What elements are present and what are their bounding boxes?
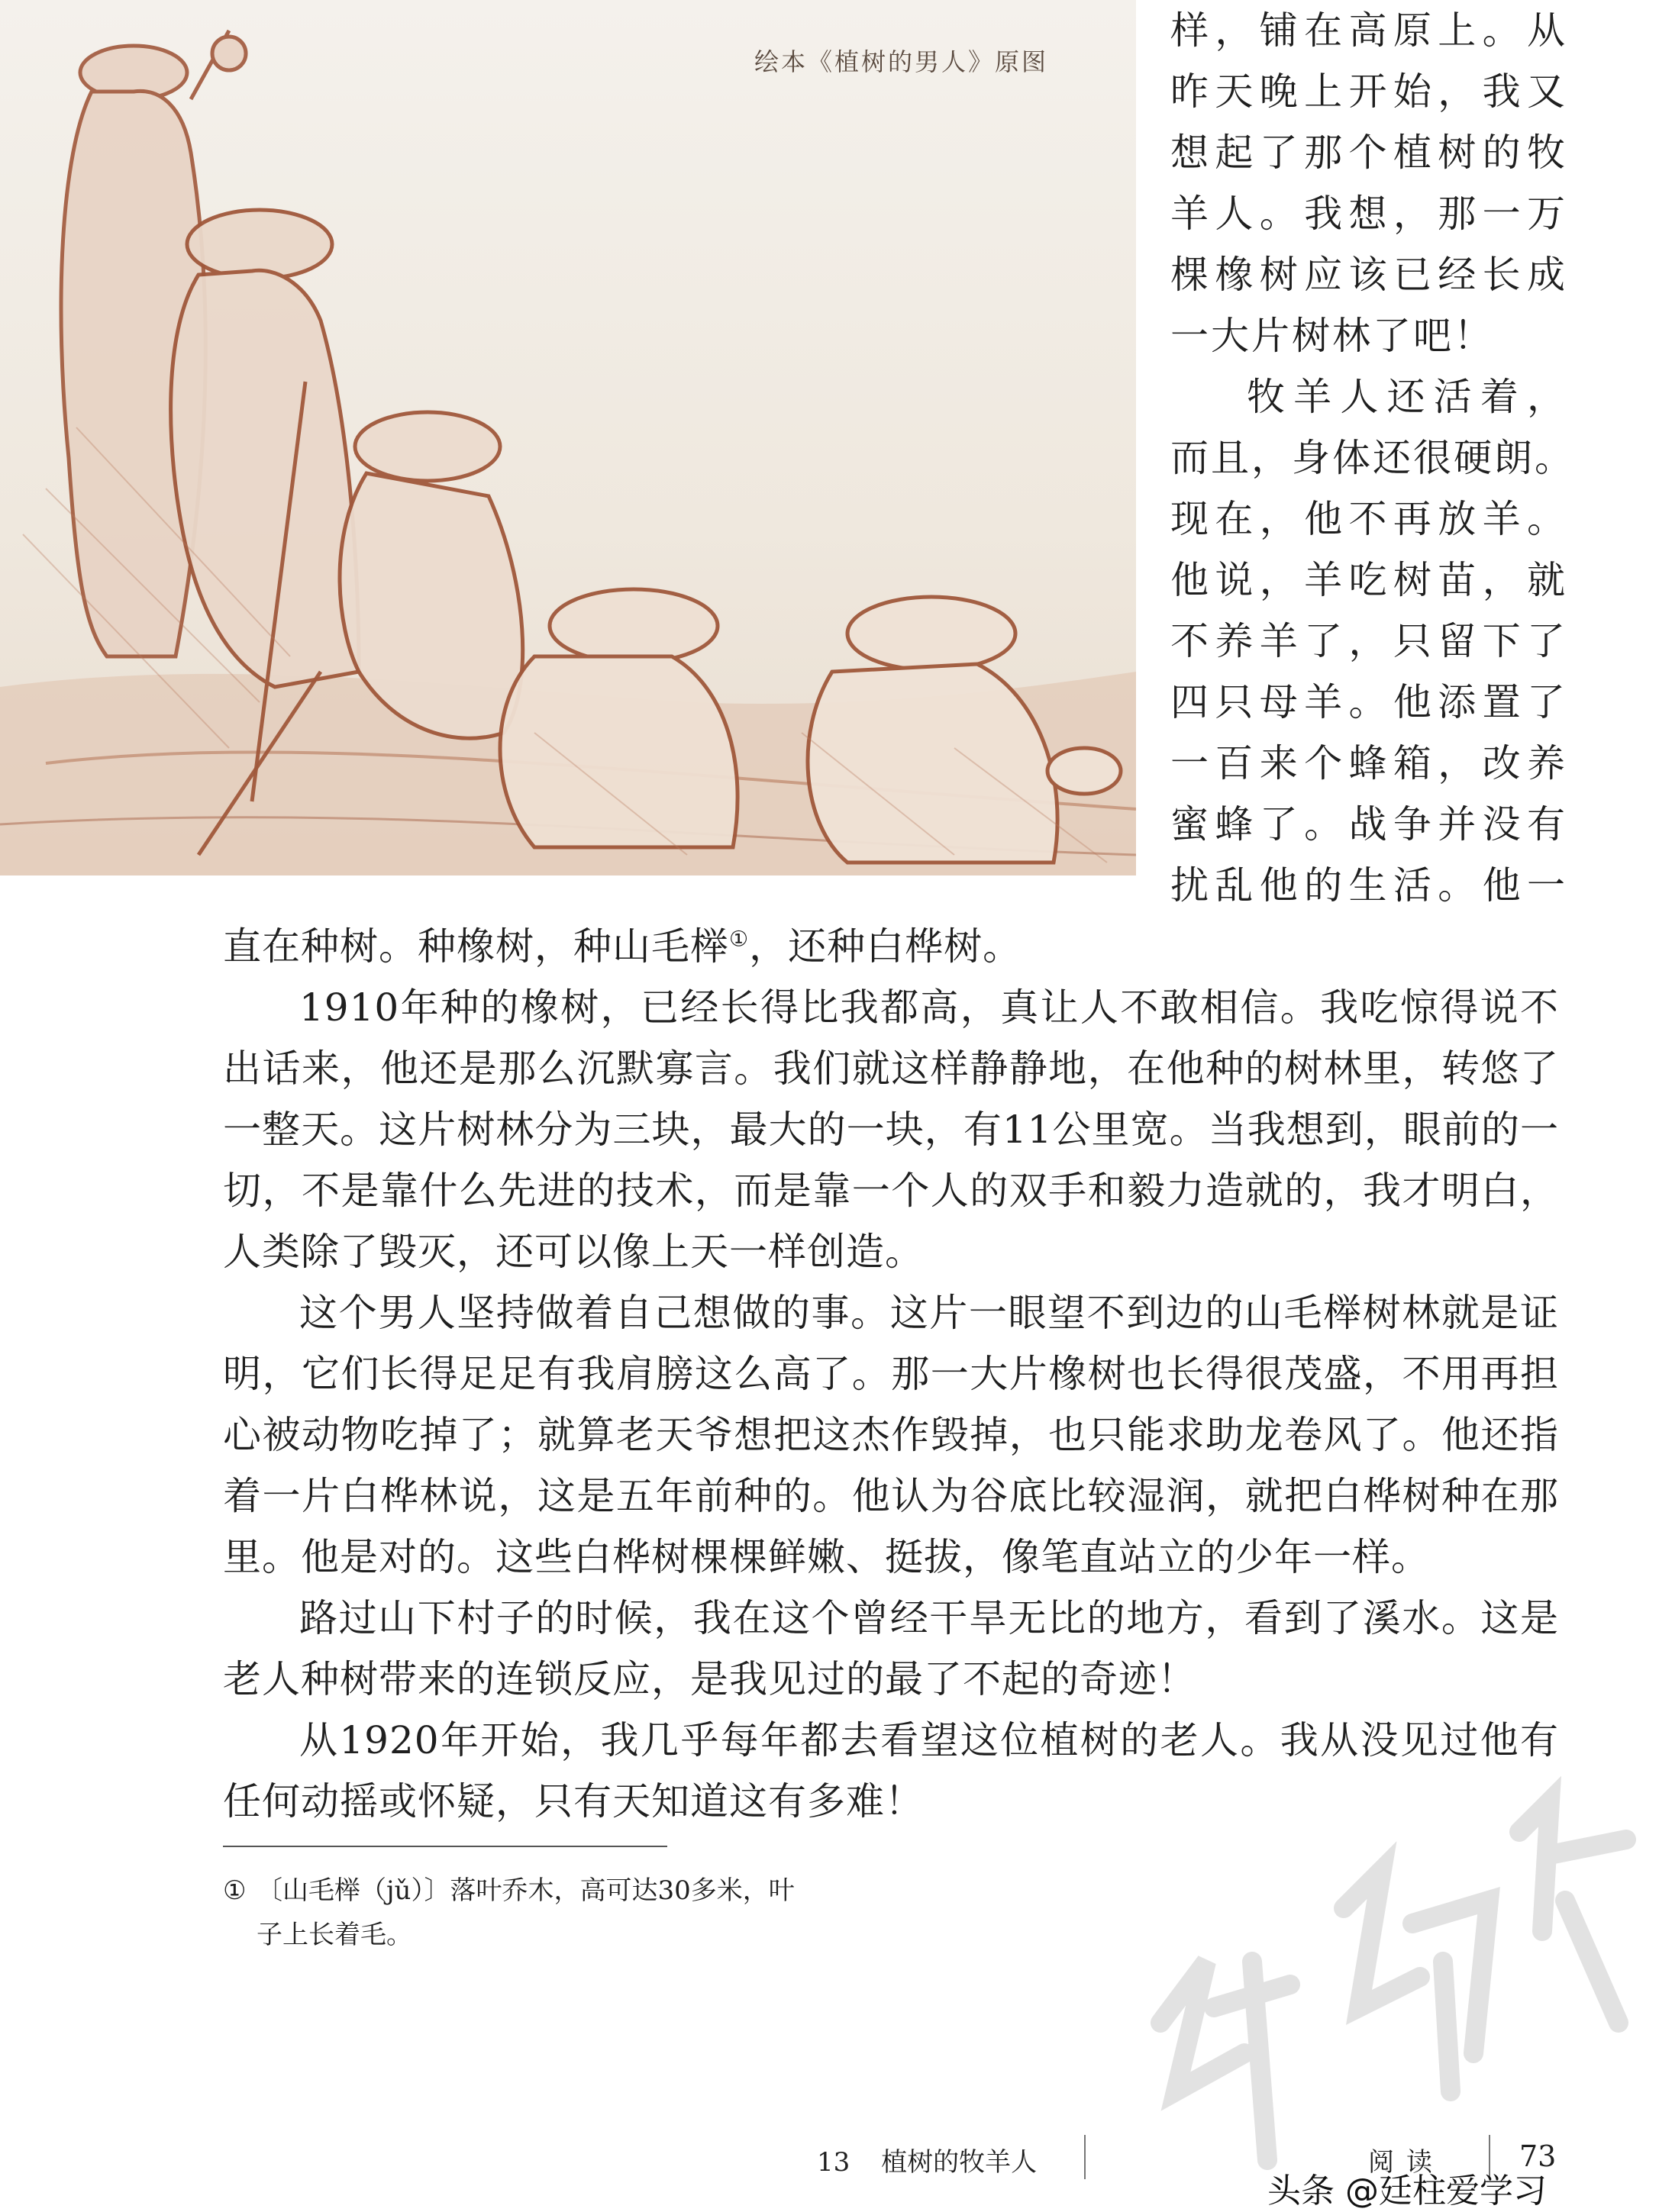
paragraph-text: 直在种树。种橡树，种山毛榉 (223, 924, 729, 969)
paragraph (223, 916, 1559, 977)
illustration-caption: 绘本《植树的男人》原图 (754, 47, 1049, 76)
column-line: 现在，他不再放羊。 (1170, 497, 1567, 541)
main-text (223, 916, 1559, 1832)
column-line: 羊人。我想，那一万 (1170, 192, 1567, 236)
sketch-image (0, 0, 1136, 875)
column-line: 扰乱他的生活。他一 (1170, 863, 1567, 908)
paragraph: 这个男人坚持做着自己想做的事。这片一眼望不到边的山毛榉树林就是证明，它们长得足足有我肩膀这么高了。那一大片橡树也长得很茂盛，不用再担心被动物吃掉了；就算老天爷想把这杰作毁掉，也只能求助龙卷风了。他还指着一片白桦林说，这是五年前种的。他认为谷底比较湿润，就把白桦树种在那里。他是对的。这些白桦树棵棵鲜嫩、挺拔，像笔直站立的少年一样。 (223, 1291, 1559, 1579)
footer-divider (1084, 2135, 1086, 2179)
column-line: 他说，羊吃树苗，就 (1170, 558, 1567, 602)
column-line: 样，铺在高原上。从 (1170, 8, 1567, 53)
column-line: 一大片树林了吧！ (1170, 314, 1494, 358)
column-line: 蜜蜂了。战争并没有 (1170, 802, 1567, 846)
source-watermark: 头条 @廷柱爱学习 (1267, 2172, 1547, 2210)
column-line: 而且，身体还很硬朗。 (1170, 436, 1575, 480)
page-number: 73 (1519, 2139, 1557, 2173)
paragraph-text: ，还种白桦树。 (749, 924, 1022, 969)
paragraph: 从1920年开始，我几乎每年都去看望这位植树的老人。我从没见过他有任何动摇或怀疑，只有天知道这有多难！ (223, 1718, 1559, 1823)
column-line: 棵橡树应该已经长成 (1170, 253, 1567, 297)
column-line: 牧羊人还活着， (1247, 375, 1567, 419)
footnote-divider (223, 1846, 667, 1847)
footnote-number: ① (223, 1875, 247, 1906)
column-line: 昨天晚上开始，我又 (1170, 69, 1567, 114)
chapter-info (817, 2141, 1037, 2178)
column-line: 想起了那个植树的牧 (1170, 131, 1567, 175)
column-line: 一百来个蜂箱，改养 (1170, 741, 1567, 785)
chapter-title: 植树的牧羊人 (881, 2147, 1038, 2178)
paragraph: 1910年种的橡树，已经长得比我都高，真让人不敢相信。我吃惊得说不出话来，他还是那么沉默寡言。我们就这样静静地，在他种的树林里，转悠了一整天。这片树林分为三块，最大的一块，有11公里宽。当我想到，眼前的一切，不是靠什么先进的技术，而是靠一个人的双手和毅力造就的，我才明白，人类除了毁灭，还可以像上天一样创造。 (223, 985, 1559, 1274)
footnote-line: 子上长着毛。 (257, 1920, 412, 1950)
column-text (1170, 0, 1575, 916)
footnote-ref[interactable]: ① (729, 926, 750, 952)
column-line: 不养羊了，只留下了 (1170, 619, 1567, 663)
column-line: 四只母羊。他添置了 (1170, 680, 1567, 724)
footnote-line: 〔山毛榉（jǔ）〕落叶乔木，高可达30多米，叶 (257, 1875, 795, 1906)
section-label: 阅读 (1368, 2147, 1444, 2178)
footnote (223, 1869, 880, 1957)
chapter-number: 13 (817, 2147, 850, 2178)
paragraph: 路过山下村子的时候，我在这个曾经干旱无比的地方，看到了溪水。这是老人种树带来的连锁反应，是我见过的最了不起的奇迹！ (223, 1596, 1559, 1701)
illustration (0, 0, 1136, 875)
